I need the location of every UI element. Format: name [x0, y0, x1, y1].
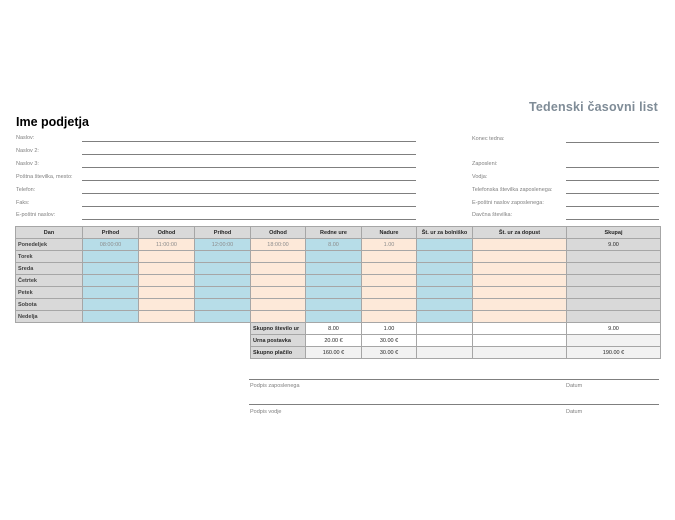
overtime-cell[interactable]: 1.00: [362, 239, 417, 251]
total-cell: 9.00: [567, 239, 661, 251]
col-header-day: Dan: [16, 227, 83, 239]
summary-regular-cell: 160.00 €: [306, 347, 362, 359]
summary-overtime-cell[interactable]: 30.00 €: [362, 335, 417, 347]
col-header-regular-hours: Redne ure: [306, 227, 362, 239]
table-row: [16, 275, 661, 287]
field-label-fax: Faks:: [16, 200, 30, 206]
time-out-2-cell[interactable]: [251, 275, 306, 287]
time-out-1-cell[interactable]: [139, 263, 195, 275]
field-line-employee[interactable]: [566, 167, 659, 168]
regular-hours-cell[interactable]: 8.00: [306, 239, 362, 251]
day-cell: Četrtek: [16, 275, 83, 287]
overtime-cell[interactable]: [362, 299, 417, 311]
field-line-employee-phone[interactable]: [566, 193, 659, 194]
total-cell: [567, 275, 661, 287]
time-out-1-cell[interactable]: [139, 311, 195, 323]
regular-hours-cell[interactable]: [306, 287, 362, 299]
time-out-2-cell[interactable]: [251, 263, 306, 275]
field-line-week-ending[interactable]: [566, 142, 659, 143]
summary-vacation-cell: [473, 323, 567, 335]
col-header-total: Skupaj: [567, 227, 661, 239]
manager-signature-label: Podpis vodje: [250, 409, 282, 415]
sick-hours-cell[interactable]: [417, 275, 473, 287]
overtime-cell[interactable]: [362, 263, 417, 275]
table-row: [16, 299, 661, 311]
field-label-address2: Naslov 2:: [16, 148, 39, 154]
summary-regular-cell: 8.00: [306, 323, 362, 335]
time-in-2-cell[interactable]: [195, 299, 251, 311]
day-cell: Ponedeljek: [16, 239, 83, 251]
time-in-2-cell[interactable]: 12:00:00: [195, 239, 251, 251]
time-in-2-cell[interactable]: [195, 263, 251, 275]
summary-row-hourly-rate: [16, 335, 661, 347]
manager-date-label: Datum: [566, 409, 583, 415]
time-in-1-cell[interactable]: 08:00:00: [83, 239, 139, 251]
field-label-employee: Zaposleni:: [472, 161, 498, 167]
field-line-tax-number[interactable]: [566, 219, 659, 220]
time-out-2-cell[interactable]: [251, 299, 306, 311]
field-label-phone: Telefon:: [16, 187, 36, 193]
col-header-time-out-2: Odhod: [251, 227, 306, 239]
employee-signature-label: Podpis zaposlenega: [250, 383, 300, 389]
col-header-overtime: Nadure: [362, 227, 417, 239]
table-row: [16, 287, 661, 299]
field-label-manager: Vodja:: [472, 174, 488, 180]
sick-hours-cell[interactable]: [417, 239, 473, 251]
summary-label: Urna postavka: [251, 335, 306, 347]
vacation-hours-cell[interactable]: [473, 251, 567, 263]
overtime-cell[interactable]: [362, 311, 417, 323]
total-cell: [567, 299, 661, 311]
time-in-1-cell[interactable]: [83, 275, 139, 287]
time-out-2-cell[interactable]: [251, 311, 306, 323]
summary-total-cell: 9.00: [567, 323, 661, 335]
sick-hours-cell[interactable]: [417, 311, 473, 323]
field-line-email[interactable]: [82, 219, 416, 220]
summary-total-cell: [567, 335, 661, 347]
field-line-manager[interactable]: [566, 180, 659, 181]
day-cell: Torek: [16, 251, 83, 263]
field-label-week-ending: Konec tedna:: [472, 136, 505, 142]
summary-row-total-pay: [16, 347, 661, 359]
field-label-email: E-poštni naslov:: [16, 212, 56, 218]
time-out-1-cell[interactable]: [139, 287, 195, 299]
time-in-2-cell[interactable]: [195, 275, 251, 287]
regular-hours-cell[interactable]: [306, 299, 362, 311]
col-header-vacation-hours: Št. ur za dopust: [473, 227, 567, 239]
day-cell: Sreda: [16, 263, 83, 275]
timesheet-table: [15, 226, 661, 359]
table-row: [16, 251, 661, 263]
field-line-address3[interactable]: [82, 167, 416, 168]
regular-hours-cell[interactable]: [306, 311, 362, 323]
regular-hours-cell[interactable]: [306, 251, 362, 263]
time-in-1-cell[interactable]: [83, 311, 139, 323]
table-header-row: [16, 227, 661, 239]
total-cell: [567, 251, 661, 263]
vacation-hours-cell[interactable]: [473, 275, 567, 287]
col-header-time-in-1: Prihod: [83, 227, 139, 239]
table-row: [16, 239, 661, 251]
employee-date-label: Datum: [566, 383, 583, 389]
total-cell: [567, 311, 661, 323]
field-line-address2[interactable]: [82, 154, 416, 155]
vacation-hours-cell[interactable]: [473, 263, 567, 275]
vacation-hours-cell[interactable]: [473, 287, 567, 299]
col-header-time-out-1: Odhod: [139, 227, 195, 239]
summary-sick-cell: [417, 323, 473, 335]
vacation-hours-cell[interactable]: [473, 239, 567, 251]
time-out-2-cell[interactable]: [251, 251, 306, 263]
regular-hours-cell[interactable]: [306, 263, 362, 275]
overtime-cell[interactable]: [362, 275, 417, 287]
table-row: [16, 311, 661, 323]
overtime-cell[interactable]: [362, 287, 417, 299]
sick-hours-cell[interactable]: [417, 299, 473, 311]
field-label-employee-phone: Telefonska številka zaposlenega:: [472, 187, 553, 193]
sheet-title: Tedenski časovni list: [528, 100, 658, 114]
signature-line-top: [249, 379, 659, 380]
day-cell: Nedelja: [16, 311, 83, 323]
field-label-tax-number: Davčna številka:: [472, 212, 513, 218]
field-label-employee-email: E-poštni naslov zaposlenega:: [472, 200, 544, 206]
summary-regular-cell[interactable]: 20.00 €: [306, 335, 362, 347]
time-out-1-cell[interactable]: [139, 299, 195, 311]
table-row: [16, 263, 661, 275]
field-line-fax[interactable]: [82, 206, 416, 207]
total-cell: [567, 287, 661, 299]
time-in-1-cell[interactable]: [83, 287, 139, 299]
day-cell: Sobota: [16, 299, 83, 311]
field-line-employee-email[interactable]: [566, 206, 659, 207]
field-label-address: Naslov:: [16, 135, 35, 141]
time-in-1-cell[interactable]: [83, 263, 139, 275]
sick-hours-cell[interactable]: [417, 287, 473, 299]
field-label-address3: Naslov 3:: [16, 161, 39, 167]
summary-label: Skupno plačilo: [251, 347, 306, 359]
summary-overtime-cell: 1.00: [362, 323, 417, 335]
summary-total-cell: 190.00 €: [567, 347, 661, 359]
summary-label: Skupno število ur: [251, 323, 306, 335]
vacation-hours-cell[interactable]: [473, 299, 567, 311]
summary-vacation-cell[interactable]: [473, 335, 567, 347]
vacation-hours-cell[interactable]: [473, 311, 567, 323]
summary-vacation-cell: [473, 347, 567, 359]
summary-row-total-hours: [16, 323, 661, 335]
field-label-postal: Poštna številka, mesto:: [16, 174, 73, 180]
time-out-1-cell[interactable]: 11:00:00: [139, 239, 195, 251]
time-in-1-cell[interactable]: [83, 251, 139, 263]
field-line-address[interactable]: [82, 141, 416, 142]
field-line-phone[interactable]: [82, 193, 416, 194]
summary-sick-cell[interactable]: [417, 335, 473, 347]
col-header-sick-hours: Št. ur za bolniško: [417, 227, 473, 239]
employee-signature-line[interactable]: [249, 404, 659, 405]
overtime-cell[interactable]: [362, 251, 417, 263]
time-in-2-cell[interactable]: [195, 251, 251, 263]
field-line-postal[interactable]: [82, 180, 416, 181]
time-in-2-cell[interactable]: [195, 311, 251, 323]
time-in-2-cell[interactable]: [195, 287, 251, 299]
time-out-2-cell[interactable]: [251, 287, 306, 299]
total-cell: [567, 263, 661, 275]
day-cell: Petek: [16, 287, 83, 299]
time-out-2-cell[interactable]: 18:00:00: [251, 239, 306, 251]
sick-hours-cell[interactable]: [417, 251, 473, 263]
col-header-time-in-2: Prihod: [195, 227, 251, 239]
company-name: Ime podjetja: [16, 115, 89, 129]
summary-sick-cell: [417, 347, 473, 359]
time-out-1-cell[interactable]: [139, 251, 195, 263]
regular-hours-cell[interactable]: [306, 275, 362, 287]
summary-overtime-cell: 30.00 €: [362, 347, 417, 359]
time-in-1-cell[interactable]: [83, 299, 139, 311]
sick-hours-cell[interactable]: [417, 263, 473, 275]
time-out-1-cell[interactable]: [139, 275, 195, 287]
